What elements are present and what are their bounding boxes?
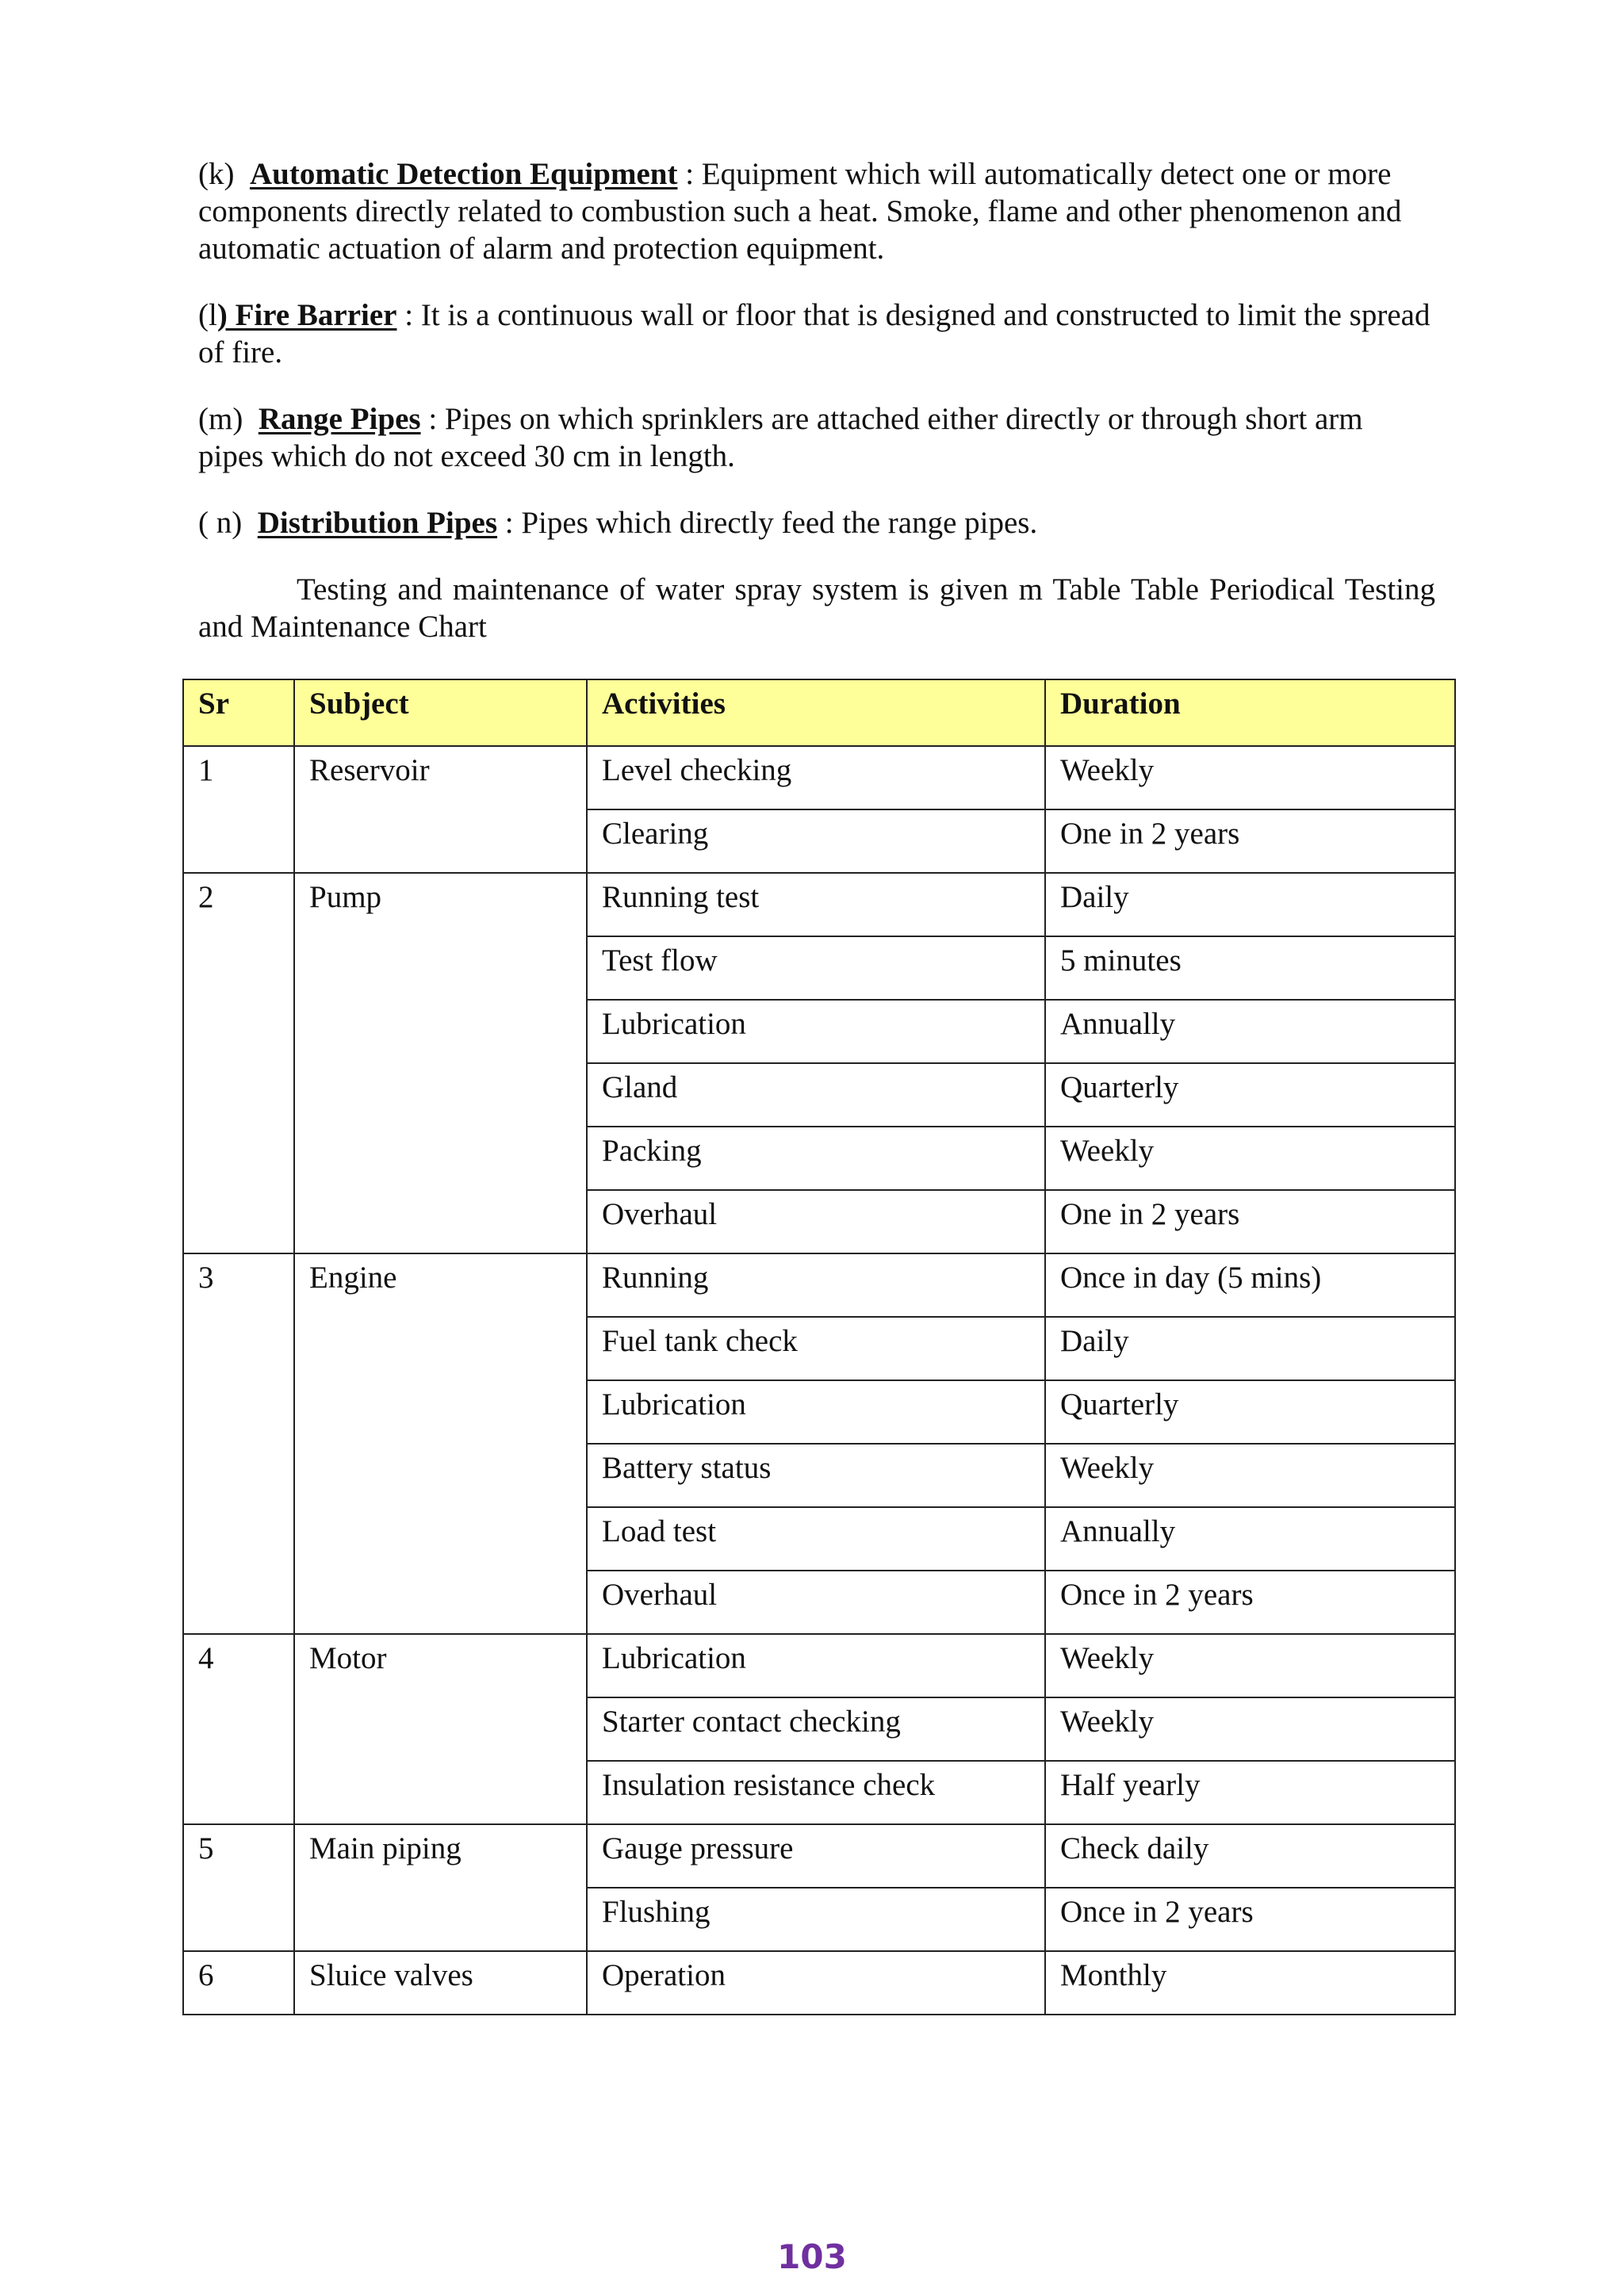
duration-cell: Quarterly <box>1045 1063 1455 1127</box>
subject-cell: Motor <box>294 1634 587 1824</box>
document-body <box>198 155 1435 645</box>
activity-cell: Operation <box>587 1951 1045 2015</box>
definition-term: Distribution Pipes <box>257 506 498 540</box>
activity-cell: Overhaul <box>587 1190 1045 1253</box>
activity-cell: Running <box>587 1253 1045 1317</box>
duration-cell: Once in 2 years <box>1045 1888 1455 1951</box>
duration-cell: Weekly <box>1045 1127 1455 1190</box>
duration-cell: Weekly <box>1045 746 1455 809</box>
definition-text: : It is a continuous wall or floor that is designed and constructed to limit the spread of fire. <box>198 298 1431 369</box>
activity-cell: Lubrication <box>587 1634 1045 1697</box>
duration-cell: Half yearly <box>1045 1761 1455 1824</box>
maintenance-table <box>182 679 1456 2015</box>
duration-cell: Weekly <box>1045 1634 1455 1697</box>
sr-cell: 2 <box>183 873 294 1253</box>
activity-cell: Test flow <box>587 936 1045 1000</box>
table-row <box>183 1951 1455 2015</box>
activity-cell: Running test <box>587 873 1045 936</box>
sr-cell: 6 <box>183 1951 294 2015</box>
table-header-row <box>183 679 1455 746</box>
table-row <box>183 1824 1455 1888</box>
definition-label: (l <box>198 298 217 332</box>
definition-text: : Pipes which directly feed the range pipes. <box>497 506 1038 540</box>
header-sr: Sr <box>183 679 294 746</box>
duration-cell: Weekly <box>1045 1697 1455 1761</box>
activity-cell: Lubrication <box>587 1000 1045 1063</box>
duration-cell: Check daily <box>1045 1824 1455 1888</box>
duration-cell: Daily <box>1045 873 1455 936</box>
definition-l <box>198 297 1435 371</box>
definition-label: ( n) <box>198 506 243 540</box>
subject-cell: Pump <box>294 873 587 1253</box>
duration-cell: Daily <box>1045 1317 1455 1380</box>
activity-cell: Insulation resistance check <box>587 1761 1045 1824</box>
header-activities: Activities <box>587 679 1045 746</box>
activity-cell: Flushing <box>587 1888 1045 1951</box>
table-row <box>183 746 1455 809</box>
duration-cell: Once in 2 years <box>1045 1571 1455 1634</box>
duration-cell: Quarterly <box>1045 1380 1455 1444</box>
subject-cell: Sluice valves <box>294 1951 587 2015</box>
activity-cell: Gauge pressure <box>587 1824 1045 1888</box>
table-intro-text: Testing and maintenance of water spray system is given m Table Table Periodical Testing and Maintenance Chart <box>198 572 1435 644</box>
definition-text: : Equipment which will automatically detect one or more components directly related to combustion such a heat. Smoke, flame and other phenomenon and automatic actuation of alarm and protection equipment. <box>198 157 1402 266</box>
subject-cell: Main piping <box>294 1824 587 1951</box>
maintenance-chart <box>182 679 1454 2015</box>
activity-cell: Lubrication <box>587 1380 1045 1444</box>
definition-term: Automatic Detection Equipment <box>249 157 678 191</box>
definition-label: (m) <box>198 402 243 436</box>
table-row <box>183 1253 1455 1317</box>
table-row <box>183 1634 1455 1697</box>
definition-m <box>198 400 1435 475</box>
activity-cell: Packing <box>587 1127 1045 1190</box>
duration-cell: 5 minutes <box>1045 936 1455 1000</box>
sr-cell: 4 <box>183 1634 294 1824</box>
duration-cell: Once in day (5 mins) <box>1045 1253 1455 1317</box>
duration-cell: Monthly <box>1045 1951 1455 2015</box>
duration-cell: Weekly <box>1045 1444 1455 1507</box>
activity-cell: Level checking <box>587 746 1045 809</box>
activity-cell: Clearing <box>587 809 1045 873</box>
duration-cell: One in 2 years <box>1045 1190 1455 1253</box>
activity-cell: Starter contact checking <box>587 1697 1045 1761</box>
header-duration: Duration <box>1045 679 1455 746</box>
sr-cell: 5 <box>183 1824 294 1951</box>
definition-term: ) Fire Barrier <box>216 298 397 332</box>
activity-cell: Load test <box>587 1507 1045 1571</box>
definition-n <box>198 504 1435 541</box>
activity-cell: Gland <box>587 1063 1045 1127</box>
definition-k <box>198 155 1435 267</box>
definition-term: Range Pipes <box>258 402 421 436</box>
header-subject: Subject <box>294 679 587 746</box>
duration-cell: Annually <box>1045 1507 1455 1571</box>
subject-cell: Engine <box>294 1253 587 1634</box>
sr-cell: 1 <box>183 746 294 873</box>
activity-cell: Overhaul <box>587 1571 1045 1634</box>
duration-cell: One in 2 years <box>1045 809 1455 873</box>
definition-text: : Pipes on which sprinklers are attached either directly or through short arm pipes which do not exceed 30 cm in length. <box>198 402 1363 473</box>
table-row <box>183 873 1455 936</box>
sr-cell: 3 <box>183 1253 294 1634</box>
activity-cell: Battery status <box>587 1444 1045 1507</box>
definition-label: (k) <box>198 157 235 191</box>
subject-cell: Reservoir <box>294 746 587 873</box>
duration-cell: Annually <box>1045 1000 1455 1063</box>
table-intro <box>198 571 1435 645</box>
page-number: 103 <box>777 2237 847 2276</box>
activity-cell: Fuel tank check <box>587 1317 1045 1380</box>
